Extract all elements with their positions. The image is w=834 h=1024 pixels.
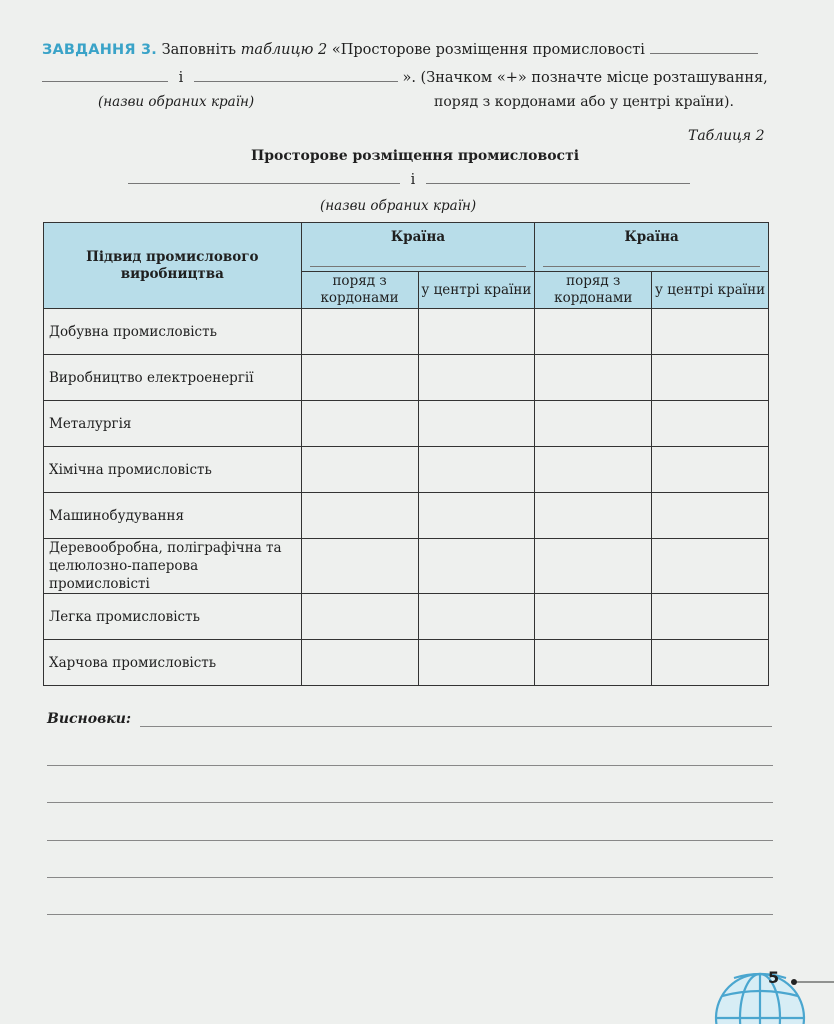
title-hint: (назви обраних країн) [320, 198, 477, 214]
row-label: Виробництво електроенергії [44, 355, 302, 401]
cell-c2-center[interactable] [652, 493, 769, 539]
cell-c1-border[interactable] [301, 401, 418, 447]
cell-c1-center[interactable] [418, 401, 535, 447]
table-title: Просторове розміщення промисловості [251, 148, 580, 164]
cell-c1-center[interactable] [418, 594, 535, 640]
header-c1-border: поряд з кордонами [301, 272, 418, 309]
conclusions-line[interactable] [47, 914, 773, 915]
cell-c2-border[interactable] [535, 493, 652, 539]
country-1-blank-cont[interactable] [42, 80, 168, 82]
header-country-2-label: Країна [624, 229, 679, 245]
table-row [44, 447, 769, 493]
conclusions-line[interactable] [47, 765, 773, 766]
cell-c1-border[interactable] [301, 640, 418, 686]
task-line-1 [42, 42, 758, 58]
cell-c1-center[interactable] [418, 355, 535, 401]
row-label: Хімічна промисловість [44, 447, 302, 493]
cell-c2-border[interactable] [535, 309, 652, 355]
task-quote-start: «Просторове розміщення промисловості [331, 42, 645, 58]
header-c1-center: у центрі країни [418, 272, 535, 309]
cell-c2-center[interactable] [652, 355, 769, 401]
title-country-2-blank[interactable] [426, 182, 690, 184]
country-2-blank[interactable] [194, 80, 398, 82]
conclusions-line[interactable] [47, 877, 773, 878]
industry-table [43, 222, 769, 686]
cell-c1-center[interactable] [418, 640, 535, 686]
cell-c2-center[interactable] [652, 539, 769, 594]
cell-c2-center[interactable] [652, 594, 769, 640]
table-row [44, 401, 769, 447]
row-label: Металургія [44, 401, 302, 447]
row-label: Добувна промисловість [44, 309, 302, 355]
cell-c1-center[interactable] [418, 539, 535, 594]
cell-c1-border[interactable] [301, 309, 418, 355]
row-label: Харчова промисловість [44, 640, 302, 686]
conclusions-line[interactable] [47, 802, 773, 803]
header-country-2 [535, 223, 769, 272]
cell-c1-border[interactable] [301, 355, 418, 401]
conclusions-label: Висновки: [47, 711, 132, 727]
task-line-2 [42, 70, 768, 86]
header-industry-subtype: Підвид промислового виробництва [44, 223, 302, 309]
hint-location: поряд з кордонами або у центрі країни). [434, 94, 734, 110]
table-row [44, 493, 769, 539]
cell-c1-border[interactable] [301, 493, 418, 539]
cell-c2-border[interactable] [535, 447, 652, 493]
page-number: 5 [768, 968, 780, 987]
cell-c1-border[interactable] [301, 447, 418, 493]
row-label: Машинобудування [44, 493, 302, 539]
table-row [44, 539, 769, 594]
cell-c2-center[interactable] [652, 401, 769, 447]
title-country-1-blank[interactable] [128, 182, 400, 184]
country-1-blank[interactable] [650, 52, 758, 54]
task-intro: Заповніть [161, 42, 237, 58]
cell-c1-border[interactable] [301, 594, 418, 640]
cell-c2-border[interactable] [535, 539, 652, 594]
task-intro-italic: таблицю 2 [240, 42, 328, 58]
table-row [44, 594, 769, 640]
row-label: Деревообробна, поліграфічна та целюлозно-паперова промисловісті [44, 539, 302, 594]
hint-countries: (назви обраних країн) [98, 94, 255, 110]
cell-c1-border[interactable] [301, 539, 418, 594]
table-row [44, 640, 769, 686]
header-country-1-label: Країна [390, 229, 446, 245]
row-label: Легка промисловість [44, 594, 302, 640]
cell-c1-center[interactable] [418, 447, 535, 493]
title-countries-line [128, 172, 690, 188]
country-1-name-blank[interactable] [310, 265, 527, 267]
title-conj: і [410, 172, 416, 188]
conclusions-line[interactable] [47, 840, 773, 841]
cell-c2-border[interactable] [535, 594, 652, 640]
cell-c2-border[interactable] [535, 355, 652, 401]
header-c2-center: у центрі країни [652, 272, 769, 309]
cell-c2-center[interactable] [652, 640, 769, 686]
table-row [44, 355, 769, 401]
conclusions-line[interactable] [140, 726, 772, 727]
cell-c1-center[interactable] [418, 493, 535, 539]
cell-c2-border[interactable] [535, 401, 652, 447]
task-conj: і [178, 70, 184, 86]
table-row [44, 309, 769, 355]
cell-c2-center[interactable] [652, 309, 769, 355]
table-caption: Таблиця 2 [688, 128, 765, 144]
task-quote-end: ». (Значком «+» позначте місце розташування, [402, 70, 768, 86]
country-2-name-blank[interactable] [543, 265, 760, 267]
cell-c2-center[interactable] [652, 447, 769, 493]
task-label: ЗАВДАННЯ 3. [42, 42, 157, 58]
header-c2-border: поряд з кордонами [535, 272, 652, 309]
cell-c1-center[interactable] [418, 309, 535, 355]
header-country-1 [301, 223, 535, 272]
cell-c2-border[interactable] [535, 640, 652, 686]
